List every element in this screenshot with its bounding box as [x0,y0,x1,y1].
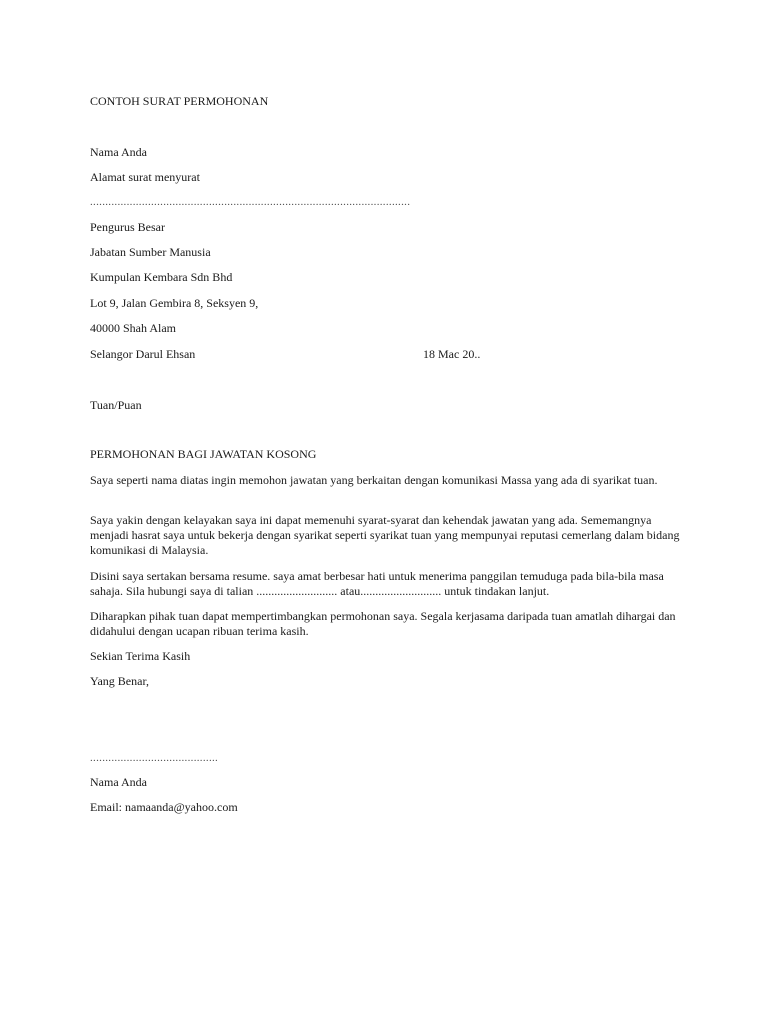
recipient-line-5: 40000 Shah Alam [90,321,176,335]
salutation: Tuan/Puan [90,398,142,412]
sender-name: Nama Anda [90,145,147,159]
paragraph-1: Saya seperti nama diatas ingin memohon jawatan yang berkaitan dengan komunikasi Massa yang ada di syarikat tuan. [90,473,658,487]
recipient-line-2: Jabatan Sumber Manusia [90,245,211,259]
letter-date: 18 Mac 20.. [423,347,481,361]
subject-heading: PERMOHONAN BAGI JAWATAN KOSONG [90,447,317,461]
recipient-line-6: Selangor Darul Ehsan [90,347,196,361]
signoff-text: Yang Benar, [90,674,149,688]
address-dotted-line: ......................................................................................................... [90,196,411,208]
paragraph-4: Diharapkan pihak tuan dapat mempertimbangkan permohonan saya. Segala kerjasama daripada tuan amatlah dihargai dan didahului dengan ucapan ribuan terima kasih. [90,609,676,638]
paragraph-3: Disini saya sertakan bersama resume. saya amat berbesar hati untuk menerima panggilan temuduga pada bila-bila masa sahaja. Sila hubungi saya di talian ........................... atau........................... untuk tindakan lanjut. [90,569,664,598]
paragraph-2: Saya yakin dengan kelayakan saya ini dapat memenuhi syarat-syarat dan kehendak jawatan yang ada. Sememangnya menjadi hasrat saya untuk bekerja dengan syarikat seperti syarikat tuan yang mempunyai reputasi cemerlang dalam bidang komunikasi di Malaysia. [90,513,680,557]
document-title: CONTOH SURAT PERMOHONAN [90,94,269,108]
signature-dotted-line: .......................................... [90,752,219,764]
recipient-line-3: Kumpulan Kembara Sdn Bhd [90,270,233,284]
closing-text: Sekian Terima Kasih [90,649,191,663]
recipient-line-1: Pengurus Besar [90,220,165,234]
signer-name: Nama Anda [90,775,147,789]
recipient-line-4: Lot 9, Jalan Gembira 8, Seksyen 9, [90,296,259,310]
sender-address-label: Alamat surat menyurat [90,170,200,184]
signer-email: Email: namaanda@yahoo.com [90,800,238,814]
